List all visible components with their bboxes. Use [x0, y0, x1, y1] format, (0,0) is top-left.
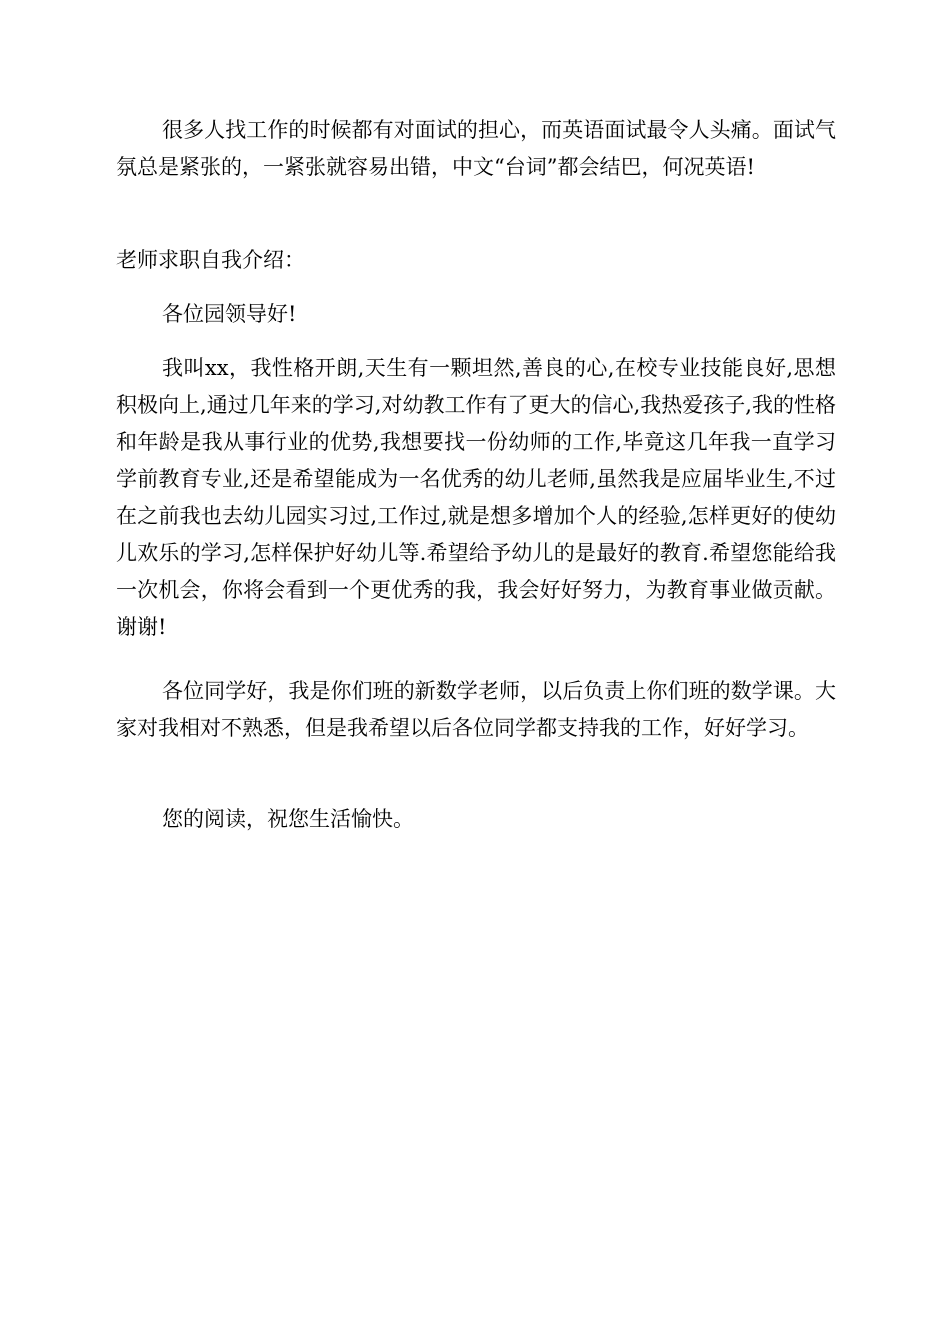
greeting-paragraph: 各位园领导好!	[162, 302, 297, 326]
section-heading: 老师求职自我介绍：	[116, 248, 305, 272]
closing-paragraph: 您的阅读，祝您生活愉快。	[162, 807, 414, 831]
class-introduction-paragraph: 各位同学好，我是你们班的新数学老师，以后负责上你们班的数学课。大家对我相对不熟悉，但是我希望以后各位同学都支持我的工作，好好学习。	[116, 679, 836, 740]
self-introduction-paragraph: 我叫xx，我性格开朗,天生有一颗坦然,善良的心,在校专业技能良好,思想积极向上,通过几年来的学习,对幼教工作有了更大的信心,我热爱孩子,我的性格和年龄是我从事行业的优势,我想要找一份幼师的工作,毕竟这几年我一直学习学前教育专业,还是希望能成为一名优秀的幼儿老师,虽然我是应届毕业生,不过在之前我也去幼儿园实习过,工作过,就是想多增加个人的经验,怎样更好的使幼儿欢乐的学习,怎样保护好幼儿等.希望给予幼儿的是最好的教育.希望您能给我一次机会，你将会看到一个更优秀的我，我会好好努力，为教育事业做贡献。谢谢!	[116, 356, 836, 639]
intro-paragraph: 很多人找工作的时候都有对面试的担心，而英语面试最令人头痛。面试气氛总是紧张的，一紧张就容易出错，中文“台词”都会结巴，何况英语!	[116, 118, 836, 179]
